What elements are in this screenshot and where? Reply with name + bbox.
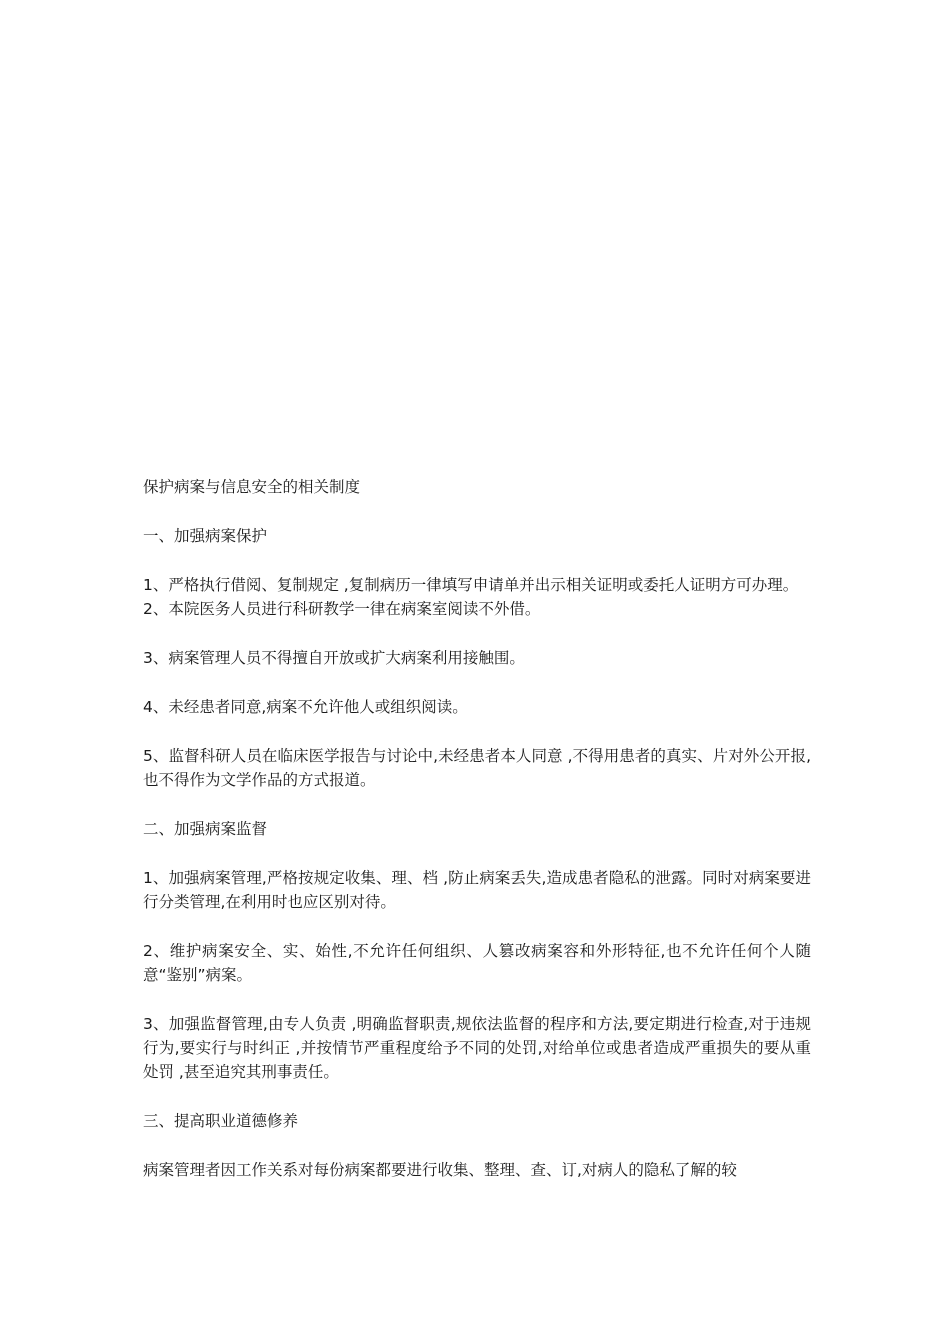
paragraph-gap — [143, 719, 811, 744]
section-1-item-1: 1、严格执行借阅、复制规定 ,复制病历一律填写申请单并出示相关证明或委托人证明方可办理。 — [143, 576, 799, 594]
paragraph-gap — [143, 499, 811, 524]
section-2-item-1: 1、加强病案管理,严格按规定收集、理、档 ,防止病案丢失,造成患者隐私的泄露。同时对病案要进行分类管理,在利用时也应区别对待。 — [143, 869, 811, 911]
paragraph-gap — [143, 1133, 811, 1158]
paragraph-gap — [143, 914, 811, 939]
paragraph-gap — [143, 841, 811, 866]
section-1-item-5: 5、监督科研人员在临床医学报告与讨论中,未经患者本人同意 ,不得用患者的真实、片对外公开报,也不得作为文学作品的方式报道。 — [143, 747, 811, 789]
section-1-item-3: 3、病案管理人员不得擅自开放或扩大病案利用接触围。 — [143, 649, 525, 667]
section-2-heading: 二、加强病案监督 — [143, 820, 268, 838]
section-1-item-2: 2、本院医务人员进行科研教学一律在病案室阅读不外借。 — [143, 600, 541, 618]
section-2-item-3: 3、加强监督管理,由专人负责 ,明确监督职责,规依法监督的程序和方法,要定期进行检查,对于违规行为,要实行与时纠正 ,并按情节严重程度给予不同的处罚,对给单位或患者造成严重损失的要从重处罚 ,甚至追究其刑事责任。 — [143, 1015, 811, 1081]
paragraph-gap — [143, 987, 811, 1012]
section-2-item-2: 2、维护病案安全、实、始性,不允许任何组织、人篡改病案容和外形特征,也不允许任何个人随意“鉴别”病案。 — [143, 942, 811, 984]
paragraph-gap — [143, 1084, 811, 1109]
section-1-heading: 一、加强病案保护 — [143, 527, 268, 545]
section-1-item-4: 4、未经患者同意,病案不允许他人或组织阅读。 — [143, 698, 468, 716]
section-3-paragraph-1: 病案管理者因工作关系对每份病案都要进行收集、整理、查、订,对病人的隐私了解的较 — [143, 1161, 737, 1179]
paragraph-gap — [143, 621, 811, 646]
document-title: 保护病案与信息安全的相关制度 — [143, 478, 361, 496]
paragraph-gap — [143, 670, 811, 695]
section-3-heading: 三、提高职业道德修养 — [143, 1112, 299, 1130]
document-body — [143, 475, 811, 1182]
paragraph-gap — [143, 792, 811, 817]
paragraph-gap — [143, 548, 811, 573]
